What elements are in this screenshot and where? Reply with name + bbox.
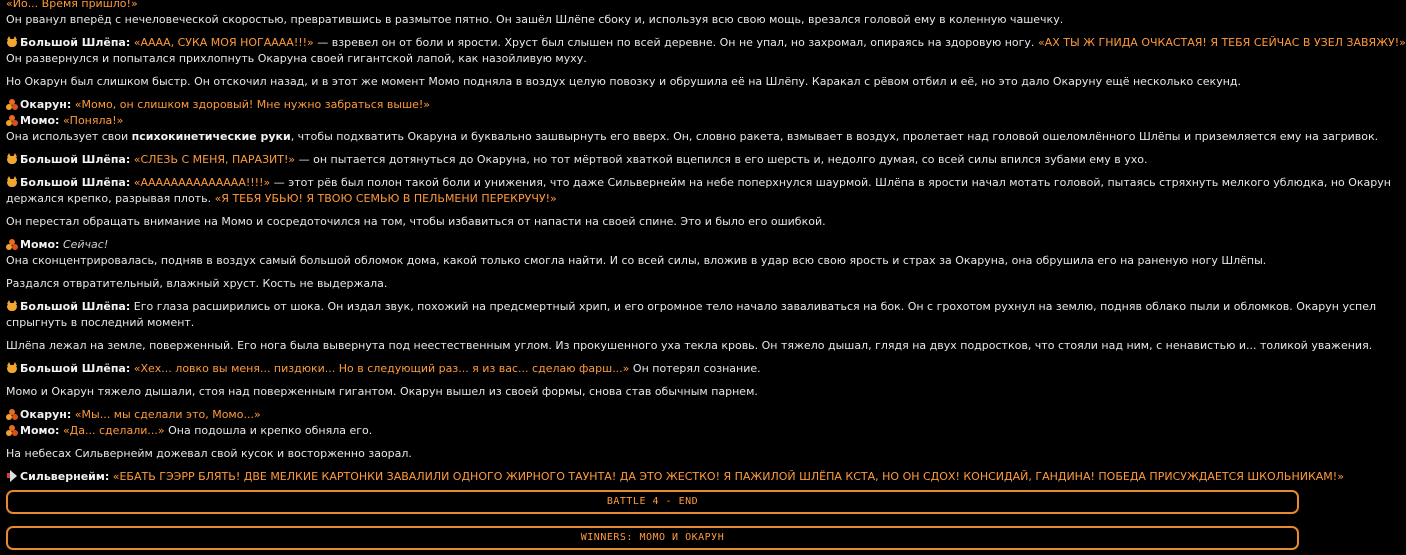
speech-quote: «Я ТЕБЯ УБЬЮ! Я ТВОЮ СЕМЬЮ В ПЕЛЬМЕНИ ПЕРЕКРУЧУ!»	[214, 192, 557, 205]
speech-quote: «Поняла!»	[62, 114, 124, 127]
dialogue-line	[6, 113, 1299, 129]
dialogue-line	[6, 423, 1299, 439]
narration-text: , чтобы подхватить Окаруна и буквально зашвырнуть его вверх. Он, словно ракета, взмывает в воздух, пролетает над головой ошеломлённого Шлёпы и приземляется ему на загривок.	[290, 130, 1379, 143]
narration-line	[6, 191, 1299, 207]
speaker-name: Большой Шлёпа:	[20, 176, 131, 189]
speaker-name: Момо:	[20, 238, 60, 251]
narration-line: Раздался отвратительный, влажный хруст. Кость не выдержала.	[6, 277, 388, 290]
speech-quote: «Момо, он слишком здоровый! Мне нужно забраться выше!»	[74, 98, 431, 111]
cat-face-icon	[6, 153, 18, 165]
speech-quote: «АААААААААААААА!!!!»	[133, 176, 271, 189]
narration-line: Момо и Окарун тяжело дышали, стоя над поверженным гигантом. Окарун вышел из своей формы, снова став обычным парнем.	[6, 385, 758, 398]
dialogue-line	[6, 97, 1299, 113]
speech-quote: «Да... сделали...»	[62, 424, 165, 437]
emphasis-text: психокинетические руки	[131, 130, 291, 143]
speech-quote: «Хех... ловко вы меня... пиздюки... Но в следующий раз... я из вас... сделаю фарш...»	[133, 362, 630, 375]
fire-icon	[6, 98, 18, 110]
quote-line: «Ио... Время пришло!»	[6, 0, 138, 10]
fire-icon	[6, 408, 18, 420]
winners-banner: WINNERS: МОМО И ОКАРУН	[6, 526, 1299, 550]
speaker-name: Сильвернейм:	[20, 470, 110, 483]
fire-icon	[6, 424, 18, 436]
megaphone-icon	[6, 470, 18, 482]
speaker-name: Большой Шлёпа:	[20, 36, 131, 49]
speech-quote: «СЛЕЗЬ С МЕНЯ, ПАРАЗИТ!»	[133, 153, 296, 166]
speech-quote: «Мы... мы сделали это, Момо...»	[74, 408, 261, 421]
narration-line: спрыгнуть в последний момент.	[6, 316, 195, 329]
dialogue-line	[6, 175, 1391, 191]
speech-quote: «ЕБАТЬ ГЭЭРР БЛЯТЬ! ДВЕ МЕЛКИЕ КАРТОНКИ ЗАВАЛИЛИ ОДНОГО ЖИРНОГО ТАУНТА! ДА ЭТО ЖЕСТКО! Я ПАЖИЛОЙ ШЛЁПА КСТА, НО ОН СДОХ! КОНСИДАЙ, ГАНДИНА! ПОБЕДА ПРИСУЖДАЕТСЯ ШКОЛЬНИКАМ!»	[112, 470, 1344, 483]
speaker-name: Окарун:	[20, 98, 72, 111]
narration-line: Шлёпа лежал на земле, поверженный. Его нога была вывернута под неестественным углом. Из прокушенного уха текла кровь. Он тяжело дышал, глядя на двух подростков, что стояли над ним, с ненавистью и... толикой уважения.	[6, 339, 1373, 352]
cat-face-icon	[6, 362, 18, 374]
speech-quote: «АААА, СУКА МОЯ НОГАААА!!!»	[133, 36, 314, 49]
dialogue-line	[6, 407, 1299, 423]
narration-text: держался крепко, разрывая плоть.	[6, 192, 215, 205]
narration-text: Он потерял сознание.	[629, 362, 761, 375]
dialogue-line	[6, 469, 1344, 485]
dialogue-line	[6, 35, 1406, 51]
narration-line: Она сконцентрировалась, подняв в воздух самый большой обломок дома, какой только смогла найти. И со всей силы, вложив в удар всю свою ярость и страх за Окаруна, она обрушила его на раненую ногу Шлёпы.	[6, 254, 1267, 267]
cat-face-icon	[6, 36, 18, 48]
narration-text: — этот рёв был полон такой боли и унижения, что даже Сильвернейм на небе поперхнулся шаурмой. Шлёпа в ярости начал мотать головой, пытаясь стряхнуть мелкого ублюдка, но Окарун	[270, 176, 1391, 189]
dialogue-line	[6, 237, 1299, 253]
fire-icon	[6, 238, 18, 250]
narration-line: Он рванул вперёд с нечеловеческой скоростью, превратившись в размытое пятно. Он зашёл Шлёпе сбоку и, используя всю свою мощь, врезался головой ему в коленную чашечку.	[6, 13, 1064, 26]
speaker-name: Момо:	[20, 424, 60, 437]
speaker-name: Окарун:	[20, 408, 72, 421]
speech-quote: «АХ ТЫ Ж ГНИДА ОЧКАСТАЯ! Я ТЕБЯ СЕЙЧАС В УЗЕЛ ЗАВЯЖУ!»	[1037, 36, 1406, 49]
dialogue-line	[6, 299, 1376, 315]
fire-icon	[6, 114, 18, 126]
narration-line: На небесах Сильвернейм дожевал свой кусок и восторженно заорал.	[6, 447, 412, 460]
thought-text: Сейчас!	[62, 238, 109, 251]
speaker-name: Большой Шлёпа:	[20, 362, 131, 375]
narration-text: Она подошла и крепко обняла его.	[164, 424, 373, 437]
narration-line: Он перестал обращать внимание на Момо и сосредоточился на том, чтобы избавиться от напасти на своей спине. Это и было его ошибкой.	[6, 215, 826, 228]
narration-text: Его глаза расширились от шока. Он издал звук, похожий на предсмертный хрип, и его огромное тело начало заваливаться на бок. Он с грохотом рухнул на землю, подняв облако пыли и обломков. Окарун успел	[130, 300, 1376, 313]
cat-face-icon	[6, 300, 18, 312]
battle-end-banner: BATTLE 4 - END	[6, 490, 1299, 514]
cat-face-icon	[6, 176, 18, 188]
narration-line: Но Окарун был слишком быстр. Он отскочил назад, и в этот же момент Момо подняла в воздух целую повозку и обрушила её на Шлёпу. Каракал с рёвом отбил и её, но это дало Окаруну ещё несколько секунд.	[6, 75, 1242, 88]
narration-text: — он пытается дотянуться до Окаруна, но тот мёртвой хваткой вцепился в его шерсть и, недолго думая, со всей силы впился зубами ему в ухо.	[295, 153, 1148, 166]
speaker-name: Момо:	[20, 114, 60, 127]
dialogue-line	[6, 361, 1299, 377]
narration-line: Он развернулся и попытался прихлопнуть Окаруна своей гигантской лапой, как назойливую муху.	[6, 52, 587, 65]
narration-line	[6, 129, 1379, 145]
speaker-name: Большой Шлёпа:	[20, 300, 131, 313]
dialogue-line	[6, 152, 1299, 168]
narration-text: Она использует свои	[6, 130, 132, 143]
speaker-name: Большой Шлёпа:	[20, 153, 131, 166]
narration-text: — взревел он от боли и ярости. Хруст был слышен по всей деревне. Он не упал, но захромал, опираясь на здоровую ногу.	[313, 36, 1038, 49]
